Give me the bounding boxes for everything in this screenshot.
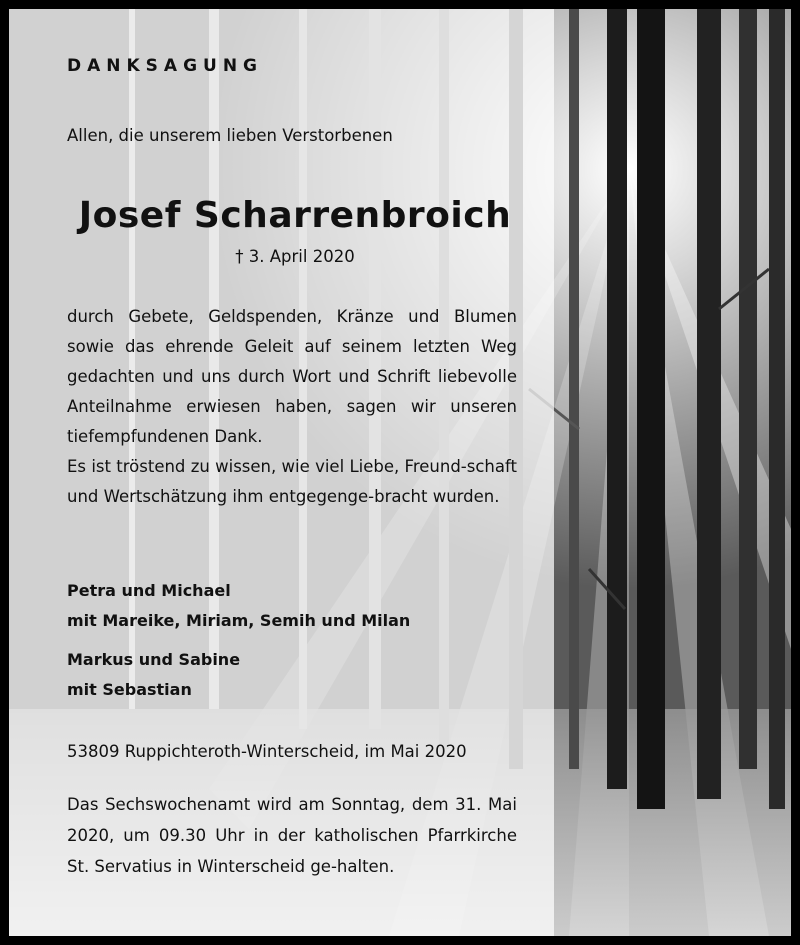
thanks-paragraph-1: durch Gebete, Geldspenden, Kränze und Blumen sowie das ehrende Geleit auf seinem letzten Weg gedachten und uns durch Wort und Schrift liebevolle Anteilnahme erwiesen haben, sagen wir unseren tiefempfundenen Dank. [67,307,517,446]
family-1-names: Petra und Michael [67,581,231,600]
deceased-name: Josef Scharrenbroich [78,195,512,236]
heading: DANKSAGUNG [67,56,264,76]
memorial-mass-note: Das Sechswochenamt wird am Sonntag, dem 31. Mai 2020, um 09.30 Uhr in der katholischen Pfarrkirche St. Servatius in Winterscheid ge-halten. [67,795,517,876]
place-and-date: 53809 Ruppichteroth-Winterscheid, im Mai 2020 [67,742,467,761]
family-2-names: Markus und Sabine [67,650,241,669]
family-signature-2 [67,645,240,705]
family-2-children: mit Sebastian [67,680,192,699]
intro-line: Allen, die unserem lieben Verstorbenen [67,126,393,145]
death-date: † 3. April 2020 [235,247,355,266]
thanks-text [67,302,517,512]
thanks-paragraph-2: Es ist tröstend zu wissen, wie viel Liebe, Freund-schaft und Wertschätzung ihm entgegenge-bracht wurden. [67,457,517,506]
family-1-children: mit Mareike, Miriam, Semih und Milan [67,611,411,630]
family-signature-1 [67,576,410,636]
